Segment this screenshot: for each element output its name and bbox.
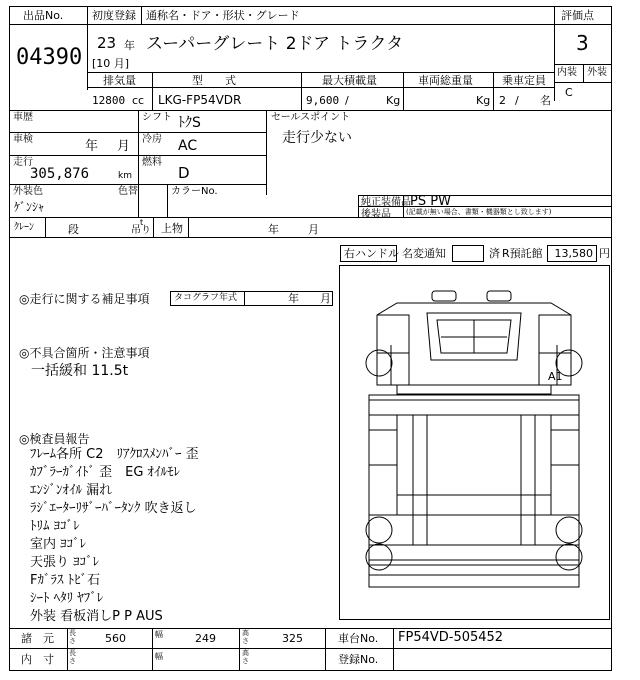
crane-label: ｸﾚｰﾝ [14,222,34,233]
lot-number: 04390 [16,45,83,70]
grid-line [9,24,612,25]
displacement-unit: cc [132,94,145,107]
inspector-item: ｶﾌﾞﾗｰｶﾞｲﾄﾞ 歪 EG ｵｲﾙﾓﾚ [30,465,181,480]
equipment-label: 純正装備品 [361,197,411,208]
interior-label: 内装 [557,67,577,78]
capacity-label: 乗車定員 [502,74,546,87]
grid-line [9,184,266,185]
handle-value: 右ハンドル [344,247,399,260]
inner-length-label: 長さ [69,649,76,665]
fuel-value: D [178,164,190,182]
right-mirror-shape [487,291,511,301]
defects-title: ◎不具合箇所・注意事項 [19,346,150,360]
grade-value: 3 [576,31,589,55]
model-code-label: 型 式 [192,74,236,87]
inner-dims-label: 内 寸 [21,653,54,666]
rear-right-wheel-shape [556,517,582,543]
exterior-label: 外装 [587,67,607,78]
sales-point-label: セールスポイント [271,112,351,123]
equipment-value: PS PW [410,194,451,209]
inspector-item: ﾗｼﾞｴｰﾀｰﾘｻﾞｰﾊﾞｰﾀﾝｸ 吹き返し [30,501,197,516]
inspector-item: ﾄﾘﾑ ﾖｺﾞﾚ [30,519,80,534]
name-change-label: 名変通知 [402,247,446,260]
inspector-item: ﾌﾚｰﾑ各所 C2 ﾘｱｸﾛｽﾒﾝﾊﾞｰ 歪 [30,447,199,462]
inspection-label: 車検 [13,134,33,145]
height-label: 高さ [242,629,249,645]
grid-line [152,628,153,671]
recycle-fee-value: 13,580 [554,247,593,260]
capacity-unit: 名 [540,94,551,107]
fuel-label: 燃料 [142,157,162,168]
grid-line [9,628,612,629]
grade-label: 評価点 [561,9,594,22]
left-mirror-shape [432,291,456,301]
grid-line [152,72,153,110]
inner-height-label: 高さ [242,649,249,665]
grid-line [9,110,612,111]
supplement-title: ◎走行に関する補足事項 [19,292,150,306]
grid-line [141,6,142,24]
grid-line [244,291,245,306]
rear-left-wheel-shape [366,517,392,543]
max-load-unit: Kg [386,94,401,107]
reg-year-unit: 年 [124,39,135,52]
inspector-item: Fｶﾞﾗｽ ﾄﾋﾞ石 [30,573,101,588]
max-load-label: 最大積載量 [322,74,377,87]
tacho-year-unit: 年 [288,292,299,305]
grid-line [554,82,612,83]
mileage-label: 走行 [13,157,33,168]
inspection-year-unit: 年 [85,139,99,154]
grid-line [9,155,266,156]
install-year-unit: 年 [268,223,279,236]
front-left-wheel-shape [366,350,392,376]
grid-line [325,628,326,671]
recycle-done-label: 済 [489,247,500,260]
chassis-number: FP54VD-505452 [398,630,504,645]
inspector-item: ｴﾝｼﾞﾝｵｲﾙ 漏れ [30,483,113,498]
shift-value: ﾄｸS [178,115,201,131]
grid-line [45,217,46,237]
chassis-label: 車台No. [338,632,379,645]
displacement-label: 排気量 [103,74,136,87]
grid-line [583,64,584,82]
grid-line [9,237,612,238]
gross-weight-label: 車両総重量 [418,74,473,87]
inspector-item: 天張り ﾖｺﾞﾚ [30,555,100,570]
crane-hook-label: 吊り [131,225,151,236]
exterior-color-value: ｹﾞﾝｼｬ [14,200,45,214]
tacho-label: タコグラフ年式 [174,293,238,303]
grid-line [87,72,554,73]
install-label: 上物 [161,222,183,235]
grid-line [554,6,555,101]
height-value: 325 [282,632,303,645]
grid-line [9,217,612,218]
recycle-fee-label: R預託館 [502,247,543,260]
mileage-unit: km [118,171,132,181]
aftermarket-label: 後装品 [361,209,391,220]
grid-line [67,628,68,671]
inspector-item: ｼｰﾄ ﾍﾀﾘ ﾔﾌﾞﾚ [30,591,104,606]
reg-year: 23 [97,34,117,52]
color-code-label: カラーNo. [171,186,218,197]
length-value: 560 [105,632,126,645]
grid-line [138,110,139,217]
rear2-left-wheel-shape [366,544,392,570]
grid-line [9,132,266,133]
grid-line [9,648,612,649]
name-header: 通称名・ドア・形状・グレード [146,9,300,22]
grid-line [266,110,267,195]
max-load-slash: / [345,94,349,107]
grid-line [167,184,168,217]
grid-line [493,72,494,110]
grid-line [358,195,612,196]
inspector-item: 室内 ﾖｺﾞﾚ [30,537,87,552]
crane-stage-unit: 段 [68,223,79,236]
tacho-month-unit: 月 [320,292,331,305]
lot-label: 出品No. [23,9,64,22]
grid-line [188,217,189,237]
reg-month: [10 月] [92,57,130,70]
capacity-slash: / [515,94,519,107]
model-code: LKG-FP54VDR [158,93,242,107]
ac-label: 冷房 [142,134,162,145]
grid-line [403,72,404,110]
yen-unit: 円 [599,247,610,260]
inspector-title: ◎検査員報告 [19,432,90,446]
rear2-right-wheel-shape [556,544,582,570]
name-change-box [452,245,484,262]
color-change-label: 色替 [118,186,138,197]
install-month-unit: 月 [308,223,319,236]
inspector-item: 外装 看板消しP P AUS [30,609,163,624]
displacement-value: 12800 [92,94,126,107]
exterior-color-label: 外装色 [13,186,43,197]
history-label: 車歴 [13,112,33,123]
truck-diagram [339,265,610,620]
mileage-value: 305,876 [30,166,90,182]
registration-label: 登録No. [338,653,379,666]
crane-ton-unit: t [140,218,144,227]
width-value: 249 [195,632,216,645]
first-reg-label: 初度登録 [92,9,136,22]
aftermarket-note: (記載が無い場合、書類・機器類とし致します) [406,208,552,216]
grid-line [393,628,394,671]
max-load-value: 9,600 [306,94,340,107]
gross-weight-unit: Kg [476,94,491,107]
grid-line [301,72,302,110]
defect-item: 一括緩和 11.5t [31,363,129,379]
dims-label: 諸 元 [21,632,54,645]
model-name: スーパーグレート 2ドア トラクタ [146,34,404,54]
width-label: 幅 [155,630,163,639]
grid-line [153,217,154,237]
grid-line [87,87,554,88]
grid-line [239,628,240,671]
inner-width-label: 幅 [155,652,163,661]
grid-line [87,6,88,90]
ac-value: AC [178,138,198,154]
inspection-month-unit: 月 [117,139,131,154]
capacity-value: 2 [499,94,506,107]
shift-label: シフト [142,112,172,123]
interior-grade: C [565,86,573,99]
diagram-mark: A1 [548,370,563,383]
sales-point-text: 走行少ない [282,130,352,146]
length-label: 長さ [69,629,76,645]
